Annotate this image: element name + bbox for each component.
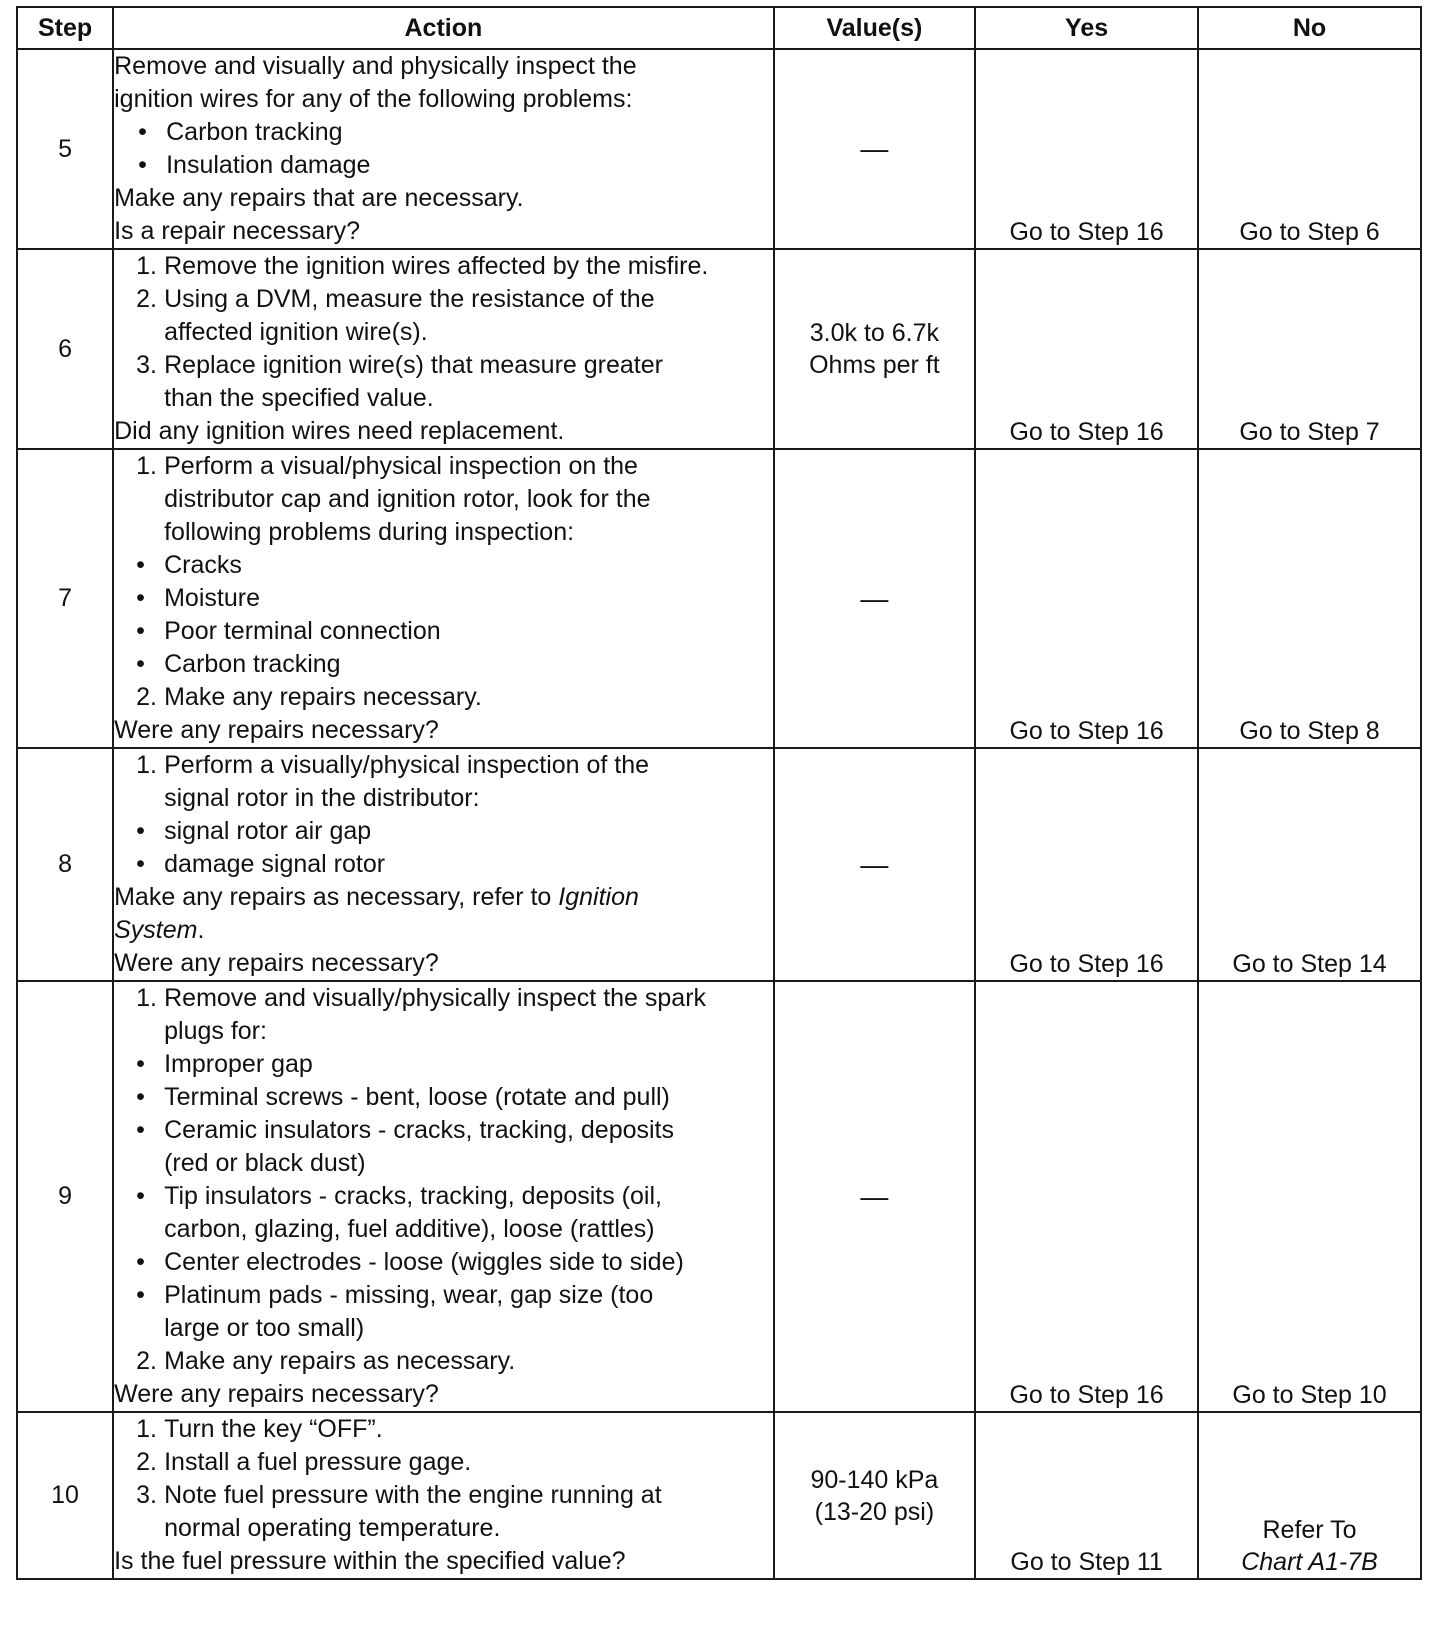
table-row bbox=[17, 1412, 1421, 1579]
value-cell bbox=[774, 981, 975, 1412]
step-index: 2. bbox=[136, 1347, 157, 1375]
header-yes: Yes bbox=[975, 7, 1198, 49]
yes-goto-text: Go to Step 16 bbox=[1009, 717, 1164, 745]
value-text: — bbox=[860, 133, 889, 164]
header-row bbox=[17, 7, 1421, 49]
step-number: 9 bbox=[17, 981, 113, 1412]
bullet-text: Poor terminal connection bbox=[164, 617, 441, 645]
bullet-icon: • bbox=[138, 118, 147, 146]
header-action: Action bbox=[113, 7, 774, 49]
table-row bbox=[17, 981, 1421, 1412]
value-cell bbox=[774, 748, 975, 981]
no-cell bbox=[1198, 249, 1421, 449]
step-index: 3. bbox=[136, 1481, 157, 1509]
step-text: Perform a visual/physical inspection on the bbox=[164, 452, 638, 480]
step-text: Make any repairs necessary. bbox=[164, 683, 482, 711]
step-text: Install a fuel pressure gage. bbox=[164, 1448, 472, 1476]
step-text: Remove the ignition wires affected by the misfire. bbox=[164, 252, 709, 280]
action-cell bbox=[113, 748, 774, 981]
value-cell bbox=[774, 449, 975, 748]
bullet-icon: • bbox=[136, 1083, 145, 1111]
bullet-item bbox=[114, 1279, 773, 1312]
action-text bbox=[114, 914, 773, 947]
step-index: 1. bbox=[136, 1415, 157, 1443]
value-cell bbox=[774, 249, 975, 449]
no-cell bbox=[1198, 1412, 1421, 1579]
action-text: Make any repairs that are necessary. bbox=[114, 184, 524, 212]
action-cell bbox=[113, 1412, 774, 1579]
numbered-step bbox=[114, 450, 773, 483]
no-goto-text: Go to Step 8 bbox=[1239, 717, 1380, 745]
step-index: 3. bbox=[136, 351, 157, 379]
numbered-step bbox=[114, 749, 773, 782]
step-number: 6 bbox=[17, 249, 113, 449]
step-number: 8 bbox=[17, 748, 113, 981]
reference-link-text: Ignition bbox=[558, 883, 639, 911]
numbered-step bbox=[114, 1413, 773, 1446]
action-text: ignition wires for any of the following problems: bbox=[114, 85, 633, 113]
bullet-text: Center electrodes - loose (wiggles side to side) bbox=[164, 1248, 684, 1276]
bullet-text: Insulation damage bbox=[166, 151, 371, 179]
action-text bbox=[114, 881, 773, 914]
step-index: 1. bbox=[136, 984, 157, 1012]
bullet-icon: • bbox=[136, 1050, 145, 1078]
action-text: Did any ignition wires need replacement. bbox=[114, 417, 565, 445]
numbered-step bbox=[114, 349, 773, 382]
bullet-icon: • bbox=[136, 1281, 145, 1309]
no-goto-text: Go to Step 6 bbox=[1239, 218, 1380, 246]
bullet-item bbox=[114, 116, 773, 149]
yes-cell bbox=[975, 49, 1198, 249]
value-cell bbox=[774, 1412, 975, 1579]
bullet-icon: • bbox=[138, 151, 147, 179]
step-text: Remove and visually/physically inspect the spark bbox=[164, 984, 707, 1012]
bullet-text: Cracks bbox=[164, 551, 242, 579]
value-text: (13-20 psi) bbox=[814, 1497, 935, 1526]
bullet-icon: • bbox=[136, 850, 145, 878]
bullet-item bbox=[114, 582, 773, 615]
step-index: 1. bbox=[136, 452, 157, 480]
bullet-item bbox=[114, 648, 773, 681]
no-cell bbox=[1198, 748, 1421, 981]
numbered-step bbox=[114, 982, 773, 1015]
bullet-text: Terminal screws - bent, loose (rotate and pull) bbox=[164, 1083, 670, 1111]
no-goto-text: Refer To bbox=[1262, 1516, 1357, 1544]
no-cell bbox=[1198, 449, 1421, 748]
header-values: Value(s) bbox=[774, 7, 975, 49]
continuation-text: signal rotor in the distributor: bbox=[164, 784, 480, 812]
bullet-icon: • bbox=[136, 584, 145, 612]
step-index: 2. bbox=[136, 285, 157, 313]
table-row bbox=[17, 49, 1421, 249]
value-text: — bbox=[860, 582, 889, 614]
numbered-step bbox=[114, 283, 773, 316]
yes-cell bbox=[975, 249, 1198, 449]
bullet-text: damage signal rotor bbox=[164, 850, 386, 878]
yes-goto-text: Go to Step 16 bbox=[1009, 1381, 1164, 1409]
continuation-text: large or too small) bbox=[164, 1314, 365, 1342]
bullet-item bbox=[114, 1081, 773, 1114]
continuation-text: normal operating temperature. bbox=[164, 1514, 501, 1542]
numbered-step bbox=[114, 681, 773, 714]
no-goto-text: Go to Step 14 bbox=[1232, 950, 1387, 978]
step-index: 1. bbox=[136, 252, 157, 280]
diagnostic-table bbox=[16, 6, 1422, 1580]
yes-goto-text: Go to Step 11 bbox=[1010, 1548, 1163, 1576]
action-text-part: . bbox=[197, 916, 205, 944]
action-text: Were any repairs necessary? bbox=[114, 716, 439, 744]
numbered-step bbox=[114, 1446, 773, 1479]
reference-link-text: System bbox=[114, 916, 198, 944]
bullet-text: Moisture bbox=[164, 584, 260, 612]
bullet-item bbox=[114, 1246, 773, 1279]
yes-goto-text: Go to Step 16 bbox=[1009, 218, 1164, 246]
action-cell bbox=[113, 981, 774, 1412]
action-text: Remove and visually and physically inspect the bbox=[114, 52, 637, 80]
bullet-icon: • bbox=[136, 1248, 145, 1276]
bullet-icon: • bbox=[136, 617, 145, 645]
yes-cell bbox=[975, 981, 1198, 1412]
action-text: Were any repairs necessary? bbox=[114, 1380, 439, 1408]
bullet-icon: • bbox=[136, 1182, 145, 1210]
step-index: 1. bbox=[136, 751, 157, 779]
step-text: Make any repairs as necessary. bbox=[164, 1347, 516, 1375]
no-goto-text: Chart A1-7B bbox=[1241, 1548, 1378, 1576]
yes-cell bbox=[975, 1412, 1198, 1579]
continuation-text: following problems during inspection: bbox=[164, 518, 575, 546]
continuation-text: than the specified value. bbox=[164, 384, 434, 412]
value-text: — bbox=[860, 1180, 889, 1212]
value-text: Ohms per ft bbox=[809, 351, 940, 379]
step-number: 10 bbox=[17, 1412, 113, 1579]
numbered-step bbox=[114, 250, 773, 283]
action-text: Were any repairs necessary? bbox=[114, 949, 439, 977]
step-text: Using a DVM, measure the resistance of the bbox=[164, 285, 655, 313]
continuation-text: plugs for: bbox=[164, 1017, 267, 1045]
no-cell bbox=[1198, 981, 1421, 1412]
action-text: Is the fuel pressure within the specified value? bbox=[114, 1547, 626, 1575]
table-row bbox=[17, 449, 1421, 748]
bullet-icon: • bbox=[136, 817, 145, 845]
no-goto-text: Go to Step 7 bbox=[1239, 418, 1380, 446]
bullet-item bbox=[114, 549, 773, 582]
step-text: Perform a visually/physical inspection of the bbox=[164, 751, 650, 779]
value-text: — bbox=[860, 848, 889, 880]
no-cell bbox=[1198, 49, 1421, 249]
bullet-text: Carbon tracking bbox=[164, 650, 341, 678]
no-goto-text: Go to Step 10 bbox=[1232, 1381, 1387, 1409]
action-text: Is a repair necessary? bbox=[114, 217, 361, 245]
step-index: 2. bbox=[136, 683, 157, 711]
table-row bbox=[17, 249, 1421, 449]
bullet-text: Carbon tracking bbox=[166, 118, 343, 146]
value-text: 3.0k to 6.7k bbox=[809, 319, 940, 347]
bullet-text: Ceramic insulators - cracks, tracking, deposits bbox=[164, 1116, 674, 1144]
bullet-icon: • bbox=[136, 1116, 145, 1144]
yes-cell bbox=[975, 449, 1198, 748]
continuation-text: carbon, glazing, fuel additive), loose (rattles) bbox=[164, 1215, 655, 1243]
bullet-item bbox=[114, 615, 773, 648]
numbered-step bbox=[114, 1479, 773, 1512]
bullet-item bbox=[114, 149, 773, 182]
action-text-part: Make any repairs as necessary, refer to bbox=[114, 883, 559, 911]
bullet-text: Improper gap bbox=[164, 1050, 313, 1078]
bullet-item bbox=[114, 1114, 773, 1147]
continuation-text: distributor cap and ignition rotor, look for the bbox=[164, 485, 651, 513]
bullet-icon: • bbox=[136, 650, 145, 678]
bullet-text: Tip insulators - cracks, tracking, deposits (oil, bbox=[164, 1182, 662, 1210]
bullet-item bbox=[114, 815, 773, 848]
table-row bbox=[17, 748, 1421, 981]
action-cell bbox=[113, 249, 774, 449]
bullet-item bbox=[114, 1048, 773, 1081]
step-text: Turn the key “OFF”. bbox=[164, 1415, 383, 1443]
action-cell bbox=[113, 49, 774, 249]
bullet-text: signal rotor air gap bbox=[164, 817, 372, 845]
bullet-text: Platinum pads - missing, wear, gap size (too bbox=[164, 1281, 654, 1309]
bullet-icon: • bbox=[136, 551, 145, 579]
numbered-step bbox=[114, 1345, 773, 1378]
yes-goto-text: Go to Step 16 bbox=[1009, 950, 1164, 978]
value-text: 90-140 kPa bbox=[810, 1465, 939, 1494]
action-cell bbox=[113, 449, 774, 748]
header-no: No bbox=[1198, 7, 1421, 49]
step-number: 7 bbox=[17, 449, 113, 748]
bullet-item bbox=[114, 848, 773, 881]
header-step: Step bbox=[17, 7, 113, 49]
continuation-text: affected ignition wire(s). bbox=[164, 318, 428, 346]
value-cell bbox=[774, 49, 975, 249]
yes-cell bbox=[975, 748, 1198, 981]
yes-goto-text: Go to Step 16 bbox=[1009, 418, 1164, 446]
step-text: Note fuel pressure with the engine running at bbox=[164, 1481, 662, 1509]
step-text: Replace ignition wire(s) that measure greater bbox=[164, 351, 663, 379]
continuation-text: (red or black dust) bbox=[164, 1149, 366, 1177]
step-number: 5 bbox=[17, 49, 113, 249]
bullet-item bbox=[114, 1180, 773, 1213]
step-index: 2. bbox=[136, 1448, 157, 1476]
